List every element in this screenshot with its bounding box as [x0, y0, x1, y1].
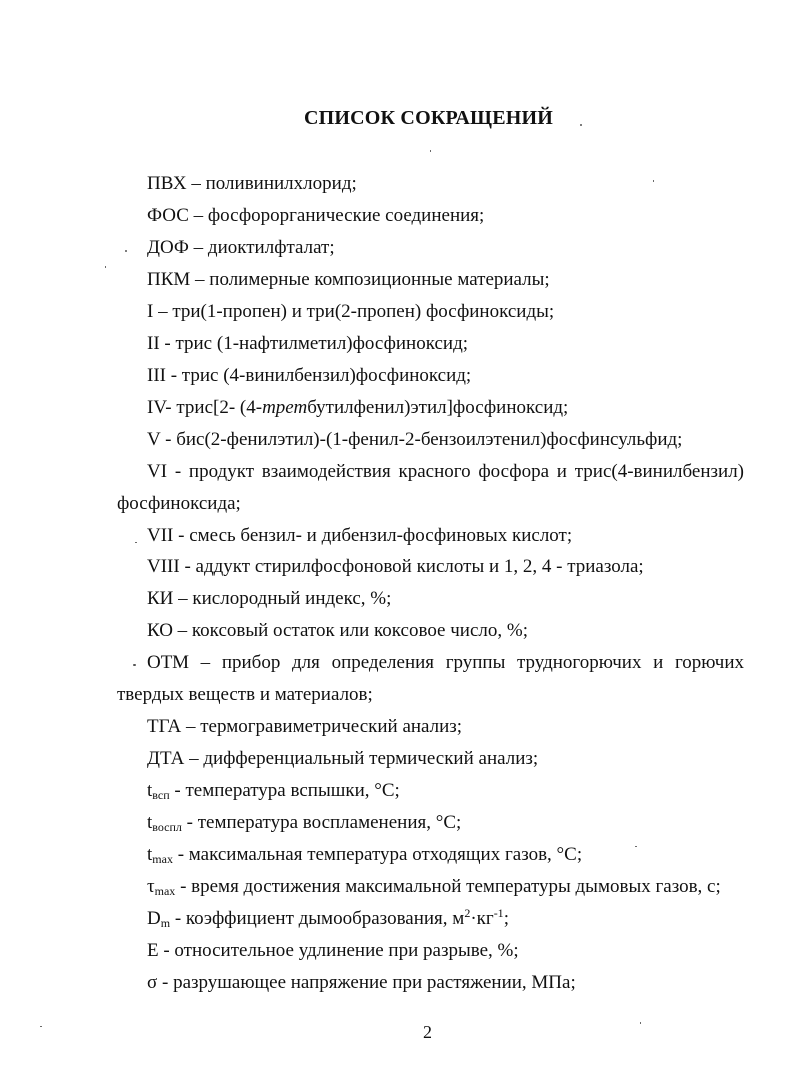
abbrev-viii: VIII - аддукт стирилфосфоновой кислоты и 1, 2, 4 - триазола; [147, 556, 644, 577]
abbrev-vi-line1: VI - продукт взаимодействия красного фосфора и трис(4-винилбензил) [147, 461, 744, 482]
abbrev-t-vospl: $t_{воспл}$ - температура воспламенения, °С; [147, 812, 462, 834]
scan-speck [653, 180, 654, 182]
abbrev-t-max: $t_{max}$ - максимальная температура отходящих газов, °С; [147, 844, 583, 866]
abbrev-ko: КО – коксовый остаток или коксовое число, %; [147, 620, 528, 641]
abbrev-otm-line2: твердых веществ и материалов; [117, 684, 373, 705]
abbrev-dof: ДОФ – диоктилфталат; [147, 237, 335, 258]
scan-speck [125, 250, 127, 252]
abbrev-iv: IV- трис[2- (4-третбутилфенил)этил]фосфиноксид; [147, 397, 569, 418]
abbrev-pvh: ПВХ – поливинилхлорид; [147, 173, 357, 194]
abbrev-v: V - бис(2-фенилэтил)-(1-фенил-2-бензоилэтенил)фосфинсульфид; [147, 429, 683, 450]
abbrev-pkm: ПКМ – полимерные композиционные материалы; [147, 269, 550, 290]
abbrev-ki: КИ – кислородный индекс, %; [147, 588, 392, 609]
scan-speck [133, 664, 136, 666]
scan-speck [580, 124, 582, 126]
abbrev-dm: $D_m$ - коэффициент дымообразования, $м^2\cdot кг^{-1}$; [147, 906, 509, 930]
scan-speck [135, 542, 137, 543]
abbrev-e: Е - относительное удлинение при разрыве, %; [147, 940, 519, 961]
abbrev-tau-max: $\tau_{max}$ - время достижения максимальной температуры дымовых газов, с; [147, 876, 721, 898]
abbrev-fos: ФОС – фосфорорганические соединения; [147, 205, 485, 226]
abbrev-tga: ТГА – термогравиметрический анализ; [147, 716, 463, 737]
abbrev-i: I – три(1-пропен) и три(2-пропен) фосфиноксиды; [147, 301, 555, 322]
abbrev-vii: VII - смесь бензил- и дибензил-фосфиновых кислот; [147, 525, 573, 546]
page-number: 2 [423, 1022, 432, 1042]
page-title: СПИСОК СОКРАЩЕНИЙ [303, 107, 554, 129]
scan-speck [640, 1022, 641, 1024]
abbrev-sigma: σ - разрушающее напряжение при растяжении, МПа; [147, 972, 576, 993]
scan-speck [105, 266, 106, 268]
abbrev-otm-line1: ОТМ – прибор для определения группы трудногорючих и горючих [147, 652, 744, 673]
scan-speck [430, 150, 431, 152]
abbrev-ii: II - трис (1-нафтилметил)фосфиноксид; [147, 333, 469, 354]
abbrev-t-vsp: $t_{всп}$ - температура вспышки, °С; [147, 780, 400, 802]
scan-speck [635, 846, 637, 847]
abbrev-iii: III - трис (4-винилбензил)фосфиноксид; [147, 365, 472, 386]
abbrev-vi-line2: фосфиноксида; [117, 493, 241, 514]
abbrev-dta: ДТА – дифференциальный термический анализ; [147, 748, 539, 769]
scan-speck [40, 1026, 42, 1027]
